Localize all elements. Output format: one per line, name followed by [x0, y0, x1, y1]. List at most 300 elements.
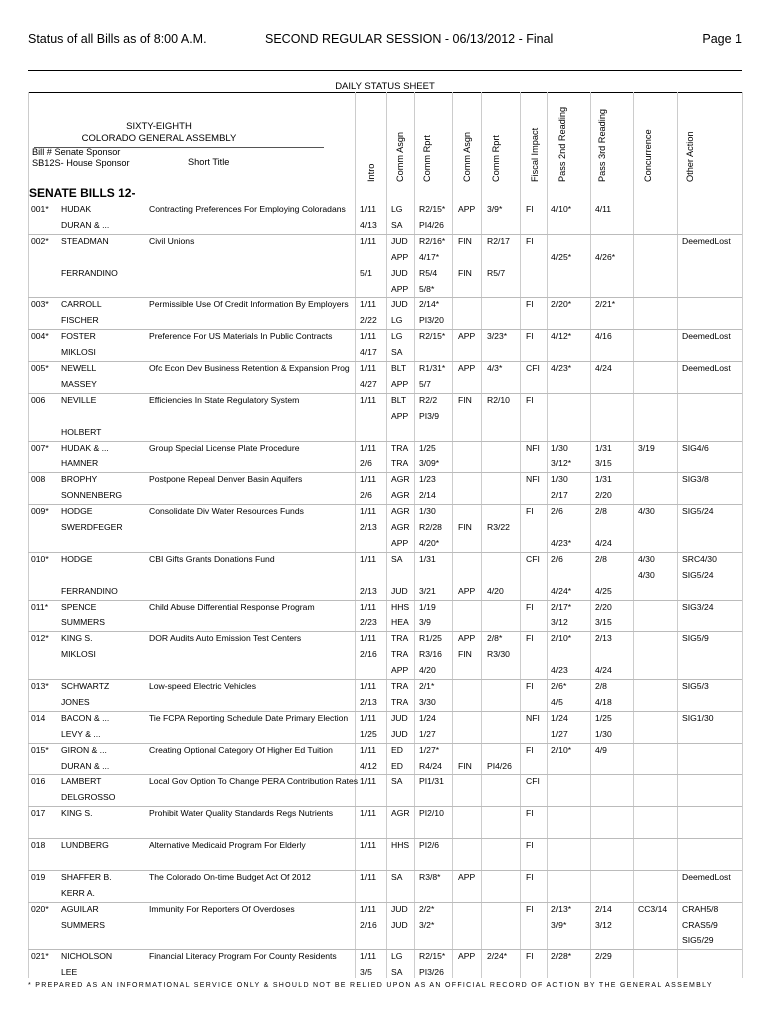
comm-report: PI3/9 [419, 410, 440, 421]
other-action: SIG5/24 [682, 506, 714, 517]
fiscal-impact: FI [526, 808, 534, 819]
comm-report: 5/7 [419, 378, 431, 389]
comm-assign: APP [391, 665, 409, 676]
pass-3rd: 4/24 [595, 665, 612, 676]
fiscal-impact: FI [526, 299, 534, 310]
comm-assign: SA [391, 347, 403, 358]
intro-date: 1/11 [360, 951, 377, 962]
short-title: Alternative Medicaid Program For Elderly [149, 840, 306, 850]
sponsor: LEE [61, 967, 78, 978]
fiscal-impact-header: Fiscal Impact [530, 127, 540, 182]
sponsor: HODGE [61, 553, 93, 564]
sponsor: LEVY & ... [61, 728, 101, 739]
comm-report: PI2/10 [419, 808, 444, 819]
comm-report: 1/23 [419, 474, 436, 485]
fiscal-impact: FI [526, 204, 534, 214]
comm-report: PI2/6 [419, 840, 440, 850]
table-row [28, 329, 742, 345]
table-row [28, 202, 742, 218]
sponsor: HAMNER [61, 458, 99, 469]
bill-number: 007* [31, 442, 49, 453]
short-title: Consolidate Div Water Resources Funds [149, 506, 304, 517]
sponsor: FERRANDINO [61, 585, 118, 596]
comm-report: 3/30 [419, 696, 436, 707]
intro-date: 1/11 [360, 474, 377, 485]
comm-report-2: 2/8* [487, 633, 503, 644]
pass-3rd: 2/8 [595, 681, 607, 691]
sponsor: FERRANDINO [61, 267, 118, 278]
bill-number: 021* [31, 951, 49, 962]
table-row [28, 790, 742, 806]
comm-assign: JUD [391, 235, 408, 246]
sponsor: BROPHY [61, 474, 98, 485]
pass-2nd: 4/10* [551, 204, 572, 214]
table-row [28, 902, 742, 918]
comm-assign: TRA [391, 681, 409, 691]
bill-number: 012* [31, 633, 49, 644]
table-row [28, 568, 742, 584]
pass-3rd: 3/15 [595, 617, 612, 628]
comm-assign: JUD [391, 728, 408, 739]
table-row [28, 933, 742, 949]
comm-assign-2: FIN [458, 394, 472, 405]
pass-2nd: 2/10* [551, 633, 572, 644]
comm-assign: AGR [391, 474, 410, 485]
pass-3rd: 2/14 [595, 903, 612, 914]
pass-2nd: 4/12* [551, 331, 572, 342]
intro-date: 4/12 [360, 760, 377, 771]
pass-3rd: 4/16 [595, 331, 612, 342]
sponsor: SUMMERS [61, 919, 105, 930]
other-action: SIG3/24 [682, 601, 714, 612]
comm-assign: LG [391, 951, 403, 962]
comm-assign: BLT [391, 394, 407, 405]
comm-report-2: R3/22 [487, 522, 510, 532]
bill-number: 020* [31, 903, 49, 914]
table-row [28, 282, 742, 298]
comm-report: R3/8* [419, 871, 441, 882]
short-title: Local Gov Option To Change PERA Contribution Rates [149, 776, 359, 787]
short-title: Immunity For Reporters Of Overdoses [149, 903, 295, 914]
comm-report: R3/16 [419, 649, 442, 660]
sponsor: LAMBERT [61, 776, 102, 787]
comm-report: R1/25 [419, 633, 442, 644]
other-action: DeemedLost [682, 331, 731, 342]
sponsor: KERR A. [61, 887, 95, 898]
intro-date: 1/11 [360, 299, 377, 310]
comm-assign-2: FIN [458, 649, 472, 660]
short-title: Low-speed Electric Vehicles [149, 681, 256, 691]
comm-assign: APP [391, 537, 409, 548]
comm-assign-2: APP [458, 871, 476, 882]
other-action-header: Other Action [685, 131, 695, 182]
comm-assign: APP [391, 410, 409, 421]
intro-date: 2/13 [360, 585, 377, 596]
bill-number: 003* [31, 299, 49, 310]
short-title: Creating Optional Category Of Higher Ed Tuition [149, 744, 333, 755]
comm-assign: JUD [391, 585, 408, 596]
pass-3rd: 4/24 [595, 537, 612, 548]
short-title: CBI Gifts Grants Donations Fund [149, 553, 275, 564]
comm-assign-2: FIN [458, 522, 472, 532]
comm-report: R2/15* [419, 204, 446, 214]
comm-assign: AGR [391, 808, 410, 819]
short-title: Prohibit Water Quality Standards Regs Nutrients [149, 808, 334, 819]
sponsor: FOSTER [61, 331, 96, 342]
other-action: SRC4/30 [682, 553, 717, 564]
short-title-header: Short Title [188, 157, 230, 167]
sponsor: NICHOLSON [61, 951, 113, 962]
pass-2nd: 3/9* [551, 919, 567, 930]
comm-report: 1/27 [419, 728, 436, 739]
intro-date: 2/13 [360, 696, 377, 707]
table-row [28, 695, 742, 711]
comm-report: R2/2 [419, 394, 438, 405]
pass-2nd: 1/30 [551, 442, 568, 453]
pass-2nd: 2/17* [551, 601, 572, 612]
intro-date: 1/11 [360, 363, 377, 373]
intro-date: 1/11 [360, 442, 377, 453]
comm-report: 2/1* [419, 681, 435, 691]
comm-assign: TRA [391, 633, 409, 644]
comm-assign-2: APP [458, 204, 476, 214]
pass-3rd: 4/9 [595, 744, 607, 755]
pass-2nd: 3/12 [551, 617, 568, 628]
sponsor: AGUILAR [61, 903, 99, 914]
pass-2nd: 2/13* [551, 903, 572, 914]
comm-report: R4/24 [419, 760, 442, 771]
fiscal-impact: FI [526, 903, 534, 914]
sponsor: SUMMERS [61, 617, 105, 628]
bill-number: 009* [31, 506, 49, 517]
fiscal-impact: FI [526, 506, 534, 517]
table-row [28, 297, 742, 313]
bill-number: 015* [31, 744, 49, 755]
intro-date: 3/5 [360, 967, 372, 978]
comm-assign: JUD [391, 919, 408, 930]
comm-report: 3/09* [419, 458, 440, 469]
comm-report: 4/17* [419, 251, 440, 262]
pass-2nd: 2/6* [551, 681, 567, 691]
comm-report: R2/16* [419, 235, 446, 246]
other-action: SIG4/6 [682, 442, 709, 453]
intro-date: 2/6 [360, 458, 372, 469]
comm-report: 2/2* [419, 903, 435, 914]
sponsor: DURAN & ... [61, 760, 110, 771]
fiscal-impact: FI [526, 394, 534, 405]
comm-assign-2: APP [458, 585, 476, 596]
bill-number: 010* [31, 553, 49, 564]
concurrence-header: Concurrence [643, 129, 653, 182]
short-title: Postpone Repeal Denver Basin Aquifers [149, 474, 303, 485]
bill-number: 002* [31, 235, 49, 246]
comm-report: 1/30 [419, 506, 436, 517]
intro-date: 4/17 [360, 347, 377, 358]
fiscal-impact: FI [526, 601, 534, 612]
pass-3rd: 1/30 [595, 728, 612, 739]
comm-report: PI3/20 [419, 315, 444, 326]
comm-assign-2: APP [458, 951, 476, 962]
pass-3rd: 2/8 [595, 553, 607, 564]
table-row [28, 441, 742, 457]
intro-date: 5/1 [360, 267, 372, 278]
comm-report: 1/25 [419, 442, 436, 453]
comm-assign: TRA [391, 458, 409, 469]
table-row [28, 806, 742, 822]
table-row [28, 600, 742, 616]
comm-report: R1/31* [419, 363, 446, 373]
comm-assign: JUD [391, 267, 408, 278]
pass-3rd: 2/29 [595, 951, 612, 962]
disclaimer: * PREPARED AS AN INFORMATIONAL SERVICE ONLY & SHOULD NOT BE RELIED UPON AS AN OFFICIAL RECORD OF ACTION BY THE GENERAL ASSEMBLY [28, 982, 713, 989]
table-row [28, 218, 742, 234]
short-title: Efficiencies In State Regulatory System [149, 394, 300, 405]
short-title: Ofc Econ Dev Business Retention & Expansion Prog [149, 363, 350, 373]
table-row [28, 266, 742, 282]
comm-assign-2: FIN [458, 760, 472, 771]
table-row [28, 759, 742, 775]
intro-date: 1/11 [360, 601, 377, 612]
bill-number: 017 [31, 808, 46, 819]
table-top-rule [28, 92, 742, 93]
table-row [28, 918, 742, 934]
comm-report: 4/20 [419, 665, 436, 676]
bill-number: 016 [31, 776, 46, 787]
comm-assign: SA [391, 776, 403, 787]
pass-2nd-header: Pass 2nd Reading [557, 106, 567, 182]
comm-rprt2-header: Comm Rprt [491, 135, 501, 182]
sponsor: GIRON & ... [61, 744, 107, 755]
comm-assign-2: APP [458, 331, 476, 342]
pass-3rd: 4/24 [595, 363, 612, 373]
comm-assign: AGR [391, 506, 410, 517]
table-row [28, 536, 742, 552]
pass-3rd: 4/25 [595, 585, 612, 596]
table-row [28, 377, 742, 393]
comm-report-2: R5/7 [487, 267, 506, 278]
pass-3rd: 4/26* [595, 251, 616, 262]
fiscal-impact: FI [526, 951, 534, 962]
comm-asgn-header: Comm Asgn [395, 131, 405, 182]
pass-3rd: 1/31 [595, 474, 612, 485]
pass-2nd: 4/23* [551, 363, 572, 373]
intro-date: 2/23 [360, 617, 377, 628]
comm-report-2: 4/3* [487, 363, 503, 373]
concurrence: 4/30 [638, 553, 655, 564]
comm-assign: APP [391, 378, 409, 389]
table-row [28, 345, 742, 361]
comm-report-2: 4/20 [487, 585, 504, 596]
sponsor: SHAFFER B. [61, 871, 112, 882]
sponsor: KING S. [61, 633, 93, 644]
concurrence: 3/19 [638, 442, 655, 453]
table-row [28, 584, 742, 600]
comm-report: 2/14 [419, 490, 436, 501]
table-row [28, 949, 742, 965]
short-title: Contracting Preferences For Employing Coloradans [149, 204, 346, 214]
table-row [28, 822, 742, 838]
comm-report-2: 2/24* [487, 951, 508, 962]
short-title: Child Abuse Differential Response Program [149, 601, 315, 612]
table-row [28, 631, 742, 647]
comm-report-2: 3/23* [487, 331, 508, 342]
pass-2nd: 4/23* [551, 537, 572, 548]
intro-date: 1/11 [360, 903, 377, 914]
pass-3rd: 4/18 [595, 696, 612, 707]
table-row [28, 504, 742, 520]
table-row [28, 313, 742, 329]
pass-3rd: 4/11 [595, 204, 612, 214]
table-row [28, 870, 742, 886]
table-row [28, 727, 742, 743]
sponsor: FISCHER [61, 315, 99, 326]
comm-assign: HEA [391, 617, 409, 628]
table-row [28, 886, 742, 902]
pass-3rd: 2/13 [595, 633, 612, 644]
comm-rprt-header: Comm Rprt [422, 135, 432, 182]
fiscal-impact: CFI [526, 363, 540, 373]
comm-assign: HHS [391, 840, 410, 850]
short-title: Financial Literacy Program For County Residents [149, 951, 337, 962]
intro-date: 4/27 [360, 378, 377, 389]
bill-number: 011* [31, 601, 49, 612]
comm-assign: APP [391, 251, 409, 262]
other-action: SIG1/30 [682, 712, 714, 723]
short-title: Civil Unions [149, 235, 195, 246]
concurrence: 4/30 [638, 569, 655, 580]
pass-2nd: 1/24 [551, 712, 568, 723]
section-title: SENATE BILLS 12- [29, 186, 136, 200]
other-action: SIG5/24 [682, 569, 714, 580]
comm-assign: LG [391, 331, 403, 342]
fiscal-impact: NFI [526, 474, 540, 485]
table-row [28, 234, 742, 250]
intro-date: 1/11 [360, 744, 377, 755]
bill-header: Bill # Senate Sponsor [32, 147, 121, 157]
sponsor: BACON & ... [61, 712, 110, 723]
bill-number: 004* [31, 331, 49, 342]
bill-number: 005* [31, 363, 49, 373]
sponsor: DURAN & ... [61, 219, 110, 230]
sponsor: HODGE [61, 506, 93, 517]
comm-assign: HHS [391, 601, 410, 612]
sponsor: MASSEY [61, 378, 97, 389]
sponsor: CARROLL [61, 299, 102, 310]
sponsor: SPENCE [61, 601, 97, 612]
intro-date: 1/11 [360, 553, 377, 564]
comm-report: 3/21 [419, 585, 436, 596]
pass-3rd: 1/25 [595, 712, 612, 723]
short-title: The Colorado On-time Budget Act Of 2012 [149, 871, 311, 882]
bill-number: 014 [31, 712, 46, 723]
comm-assign: AGR [391, 522, 410, 532]
comm-report-2: 3/9* [487, 204, 503, 214]
sponsor: MIKLOSI [61, 347, 96, 358]
intro-date: 1/11 [360, 681, 377, 691]
bill-number: 018 [31, 840, 46, 850]
concurrence: CC3/14 [638, 903, 668, 914]
intro-date: 1/11 [360, 633, 377, 644]
comm-report: 3/9 [419, 617, 431, 628]
fiscal-impact: FI [526, 331, 534, 342]
comm-asgn2-header: Comm Asgn [462, 131, 472, 182]
comm-report: R2/28 [419, 522, 442, 532]
comm-report-2: R2/10 [487, 394, 510, 405]
bill-number: 001* [31, 204, 49, 214]
comm-report-2: R3/30 [487, 649, 510, 660]
comm-assign: ED [391, 760, 403, 771]
other-action: DeemedLost [682, 235, 731, 246]
comm-assign: APP [391, 283, 409, 294]
fiscal-impact: FI [526, 235, 534, 246]
sponsor: HOLBERT [61, 426, 102, 437]
fiscal-impact: NFI [526, 712, 540, 723]
status-title: Status of all Bills as of 8:00 A.M. [28, 32, 207, 46]
intro-date: 1/11 [360, 204, 377, 214]
comm-report: 2/14* [419, 299, 440, 310]
sponsor: JONES [61, 696, 90, 707]
table-row [28, 743, 742, 759]
sponsor: DELGROSSO [61, 792, 116, 803]
table-row [28, 838, 742, 854]
page-header [28, 32, 742, 48]
sponsor: NEWELL [61, 363, 97, 373]
intro-date: 1/11 [360, 331, 377, 342]
intro-date: 2/22 [360, 315, 377, 326]
table-row [28, 472, 742, 488]
other-action: CRAS5/9 [682, 919, 718, 930]
pass-2nd: 1/27 [551, 728, 568, 739]
fiscal-impact: FI [526, 744, 534, 755]
other-action: DeemedLost [682, 363, 731, 373]
pass-3rd: 3/12 [595, 919, 612, 930]
table-row [28, 361, 742, 377]
table-row [28, 711, 742, 727]
pass-3rd: 2/21* [595, 299, 616, 310]
other-action: SIG5/3 [682, 681, 709, 691]
comm-report: R2/15* [419, 331, 446, 342]
pass-2nd: 4/5 [551, 696, 563, 707]
intro-date: 1/11 [360, 712, 377, 723]
pass-2nd: 2/6 [551, 506, 563, 517]
comm-assign: JUD [391, 712, 408, 723]
table-row [28, 456, 742, 472]
other-action: CRAH5/8 [682, 903, 719, 914]
comm-assign-2: APP [458, 363, 476, 373]
short-title: Group Special License Plate Procedure [149, 442, 300, 453]
table-row [28, 965, 742, 981]
comm-report-2: R2/17 [487, 235, 510, 246]
table-row [28, 774, 742, 790]
sponsor: HUDAK & ... [61, 442, 109, 453]
intro-header: Intro [366, 163, 376, 182]
comm-report: 1/27* [419, 744, 440, 755]
fiscal-impact: FI [526, 840, 534, 850]
comm-report: PI4/26 [419, 219, 444, 230]
pass-2nd: 2/17 [551, 490, 568, 501]
short-title: Preference For US Materials In Public Contracts [149, 331, 333, 342]
sponsor-header: SB12S- House Sponsor [32, 158, 130, 168]
comm-report: PI3/26 [419, 967, 444, 978]
comm-assign: LG [391, 204, 403, 214]
comm-assign: AGR [391, 490, 410, 501]
pass-2nd: 4/25* [551, 251, 572, 262]
short-title: DOR Audits Auto Emission Test Centers [149, 633, 302, 644]
pass-2nd: 1/30 [551, 474, 568, 485]
comm-assign: SA [391, 871, 403, 882]
short-title: Tie FCPA Reporting Schedule Date Primary Election [149, 712, 349, 723]
sheet-title: DAILY STATUS SHEET [335, 81, 435, 92]
